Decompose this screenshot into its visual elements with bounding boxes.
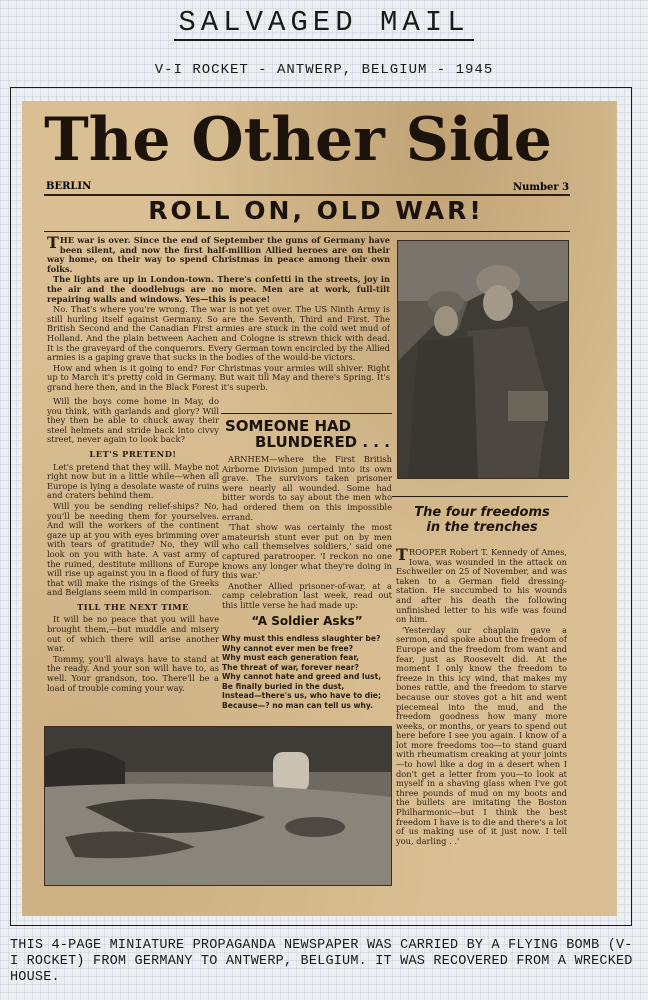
soldiers-photo <box>397 240 569 479</box>
article-paragraph: Will the boys come home in May, do you think, with garlands and glory? Will they then be able to chuck away their steel helmets and stride back into civvy street, never again to look back? <box>47 397 219 445</box>
newspaper-masthead: The Other Side <box>44 105 552 175</box>
poem-line: Be finally buried in the dust, <box>222 681 345 691</box>
main-article-column <box>47 397 219 715</box>
drop-cap: T <box>396 548 408 564</box>
article-paragraph: Let's pretend that they will. Maybe not right now but in a little while—when all Europe is lying a desolate waste of ruins and craters behind them. <box>47 461 219 501</box>
page-subtitle: V-I ROCKET - ANTWERP, BELGIUM - 1945 <box>154 62 494 78</box>
freedoms-headline-line: in the trenches <box>426 520 538 535</box>
box-rule <box>392 496 568 497</box>
mount-caption: THIS 4-PAGE MINIATURE PROPAGANDA NEWSPAPER WAS CARRIED BY A FLYING BOMB (V-I ROCKET) FROM GERMANY TO ANTWERP, BELGIUM. IT WAS RECOVERED FROM A WRECKED HOUSE. <box>10 938 633 985</box>
page-title: SALVAGED MAIL <box>0 6 648 39</box>
poem-line: Instead—there's us, who have to die; <box>222 691 381 700</box>
article-subhead: LET'S PRETEND! <box>89 448 177 459</box>
box-rule <box>221 413 392 414</box>
newspaper-headline: ROLL ON, OLD WAR! <box>148 196 484 225</box>
battlefield-photo <box>44 726 392 886</box>
article-paragraph: ROOPER Robert T. Kennedy of Ames, Iowa, was wounded in the attack on Eschweiler on 25 of November, and was taken to a German field dressing-station. He succumbed to his wounds and after his death the following unfinished letter to his wife was found on him. <box>396 548 567 625</box>
soldiers-photo-art <box>398 241 568 478</box>
freedoms-headline-line: The four freedoms <box>414 505 550 520</box>
newspaper-city: BERLIN <box>46 181 92 192</box>
article-paragraph: Will you be sending relief-ships? No, you'll be needing them for yourselves. And will the workers of the continent gaze up at you with eyes brimming over with tears of gratitude? No, they will look on you with hate. A vast army of the ruined, destitute millions of Europe will rise up against you in a flood of fury that will make the risings of the Greeks and Belgians seem mild in comparison. <box>47 500 219 598</box>
blundered-headline-line: SOMEONE HAD <box>225 417 352 435</box>
poem-title: “A Soldier Asks” <box>251 614 363 628</box>
drop-cap: T <box>47 236 59 252</box>
article-paragraph: The lights are up in London-town. There's confetti in the streets, joy in the air and the doodlebugs are no more. Men are at work, full-tilt repairing walls and windows. Yes—this is peace! <box>47 274 390 304</box>
article-paragraph: ARNHEM—where the First British Airborne Division jumped into its own grave. The survivors taken prisoner were nearly all wounded. Some had bitter words to say about the men who had ordered them on this impossible errand. <box>222 455 392 522</box>
poem-line: Why must each generation fear, <box>222 653 359 662</box>
blundered-headline <box>225 418 391 450</box>
poem-line: Why must this endless slaughter be? <box>222 634 381 643</box>
freedoms-article <box>396 548 567 893</box>
blundered-article <box>222 455 392 613</box>
article-paragraph: 'That show was certainly the most amateurish stunt ever put on by men who call themselves soldiers,' said one captured paratrooper. 'I reckon no one knows any longer what they're doing in this war.' <box>222 522 392 581</box>
poem-line: The threat of war, forever near? <box>222 662 359 672</box>
article-paragraph: 'Yesterday our chaplain gave a sermon, and spoke about the freedom of Europe and the freedom from want and fear, just as Roosevelt did. At the moment I only know the freedom to freeze in this icy wind, that makes my bones rattle, and the freedom to starve because our stoves got a hit and went piecemeal into the mud, and the freedom goodness how many more weeks, or months, or years to spend out here before I see you again. I know of a lot more freedoms too—to stand guard with rheumatism creaking at your joints—to howl like a dog in a desert when I don't get a letter from you—to look at myself in a shaving glass when I've got three pounds of mud on my boots and the bullets are imitating the Boston Philharmonic—but I think the best freedom I have is to die and there's a lot of us making use of it just now. I tell you, darling . .' <box>396 624 567 846</box>
article-subhead: TILL THE NEXT TIME <box>77 601 189 612</box>
blundered-headline-line: BLUNDERED . . . <box>255 433 390 451</box>
article-paragraph: No. That's where you're wrong. The war is not yet over. The US Ninth Army is still hurling itself against Germany. So are the Seventh, Third and First. The British Second and the Canadian First armies are stuck in the cold wet mud of Holland. And the plain between Aachen and Cologne is strewn thick with dead. It is the graveyard of the conquerors. Every German town encircled by the Allied armies is a gaping grave that sucks in the bodies of the would-be victors. <box>47 304 390 363</box>
headline-rule <box>44 231 570 232</box>
poem-line: Because—? no man can tell us why. <box>222 700 374 710</box>
article-lead: HE war is over. Since the end of September the guns of Germany have been silent, and now the first half-million Allied heroes are on their way home, on their way to spend Christmas in peace among their own folks. <box>47 236 390 274</box>
article-paragraph: It will be no peace that you will have brought them,—but muddle and misery out of which there will arise another war. <box>47 614 219 654</box>
article-paragraph: Tommy, you'll always have to stand at the ready. And your son will have to, as well. Your grandson, too. There'll be a load of trouble coming your way. <box>47 653 219 693</box>
article-paragraph: Another Allied prisoner-of-war, at a camp celebration last week, read out this little verse he had made up: <box>222 580 392 610</box>
poem-line: Why cannot hate and greed and lust, <box>222 672 382 681</box>
poem <box>222 634 392 710</box>
freedoms-headline <box>396 505 568 535</box>
battlefield-photo-art <box>45 727 391 885</box>
poem-line: Why cannot ever men be free? <box>222 643 354 653</box>
newspaper-issue-number: Number 3 <box>513 182 570 193</box>
article-paragraph: How and when is it going to end? For Christmas your armies will shiver. Right up to March it's pretty cold in Germany. But wait till May and there's Spring. It's grand here then, and in the Black Forest it's superb. <box>47 362 390 392</box>
